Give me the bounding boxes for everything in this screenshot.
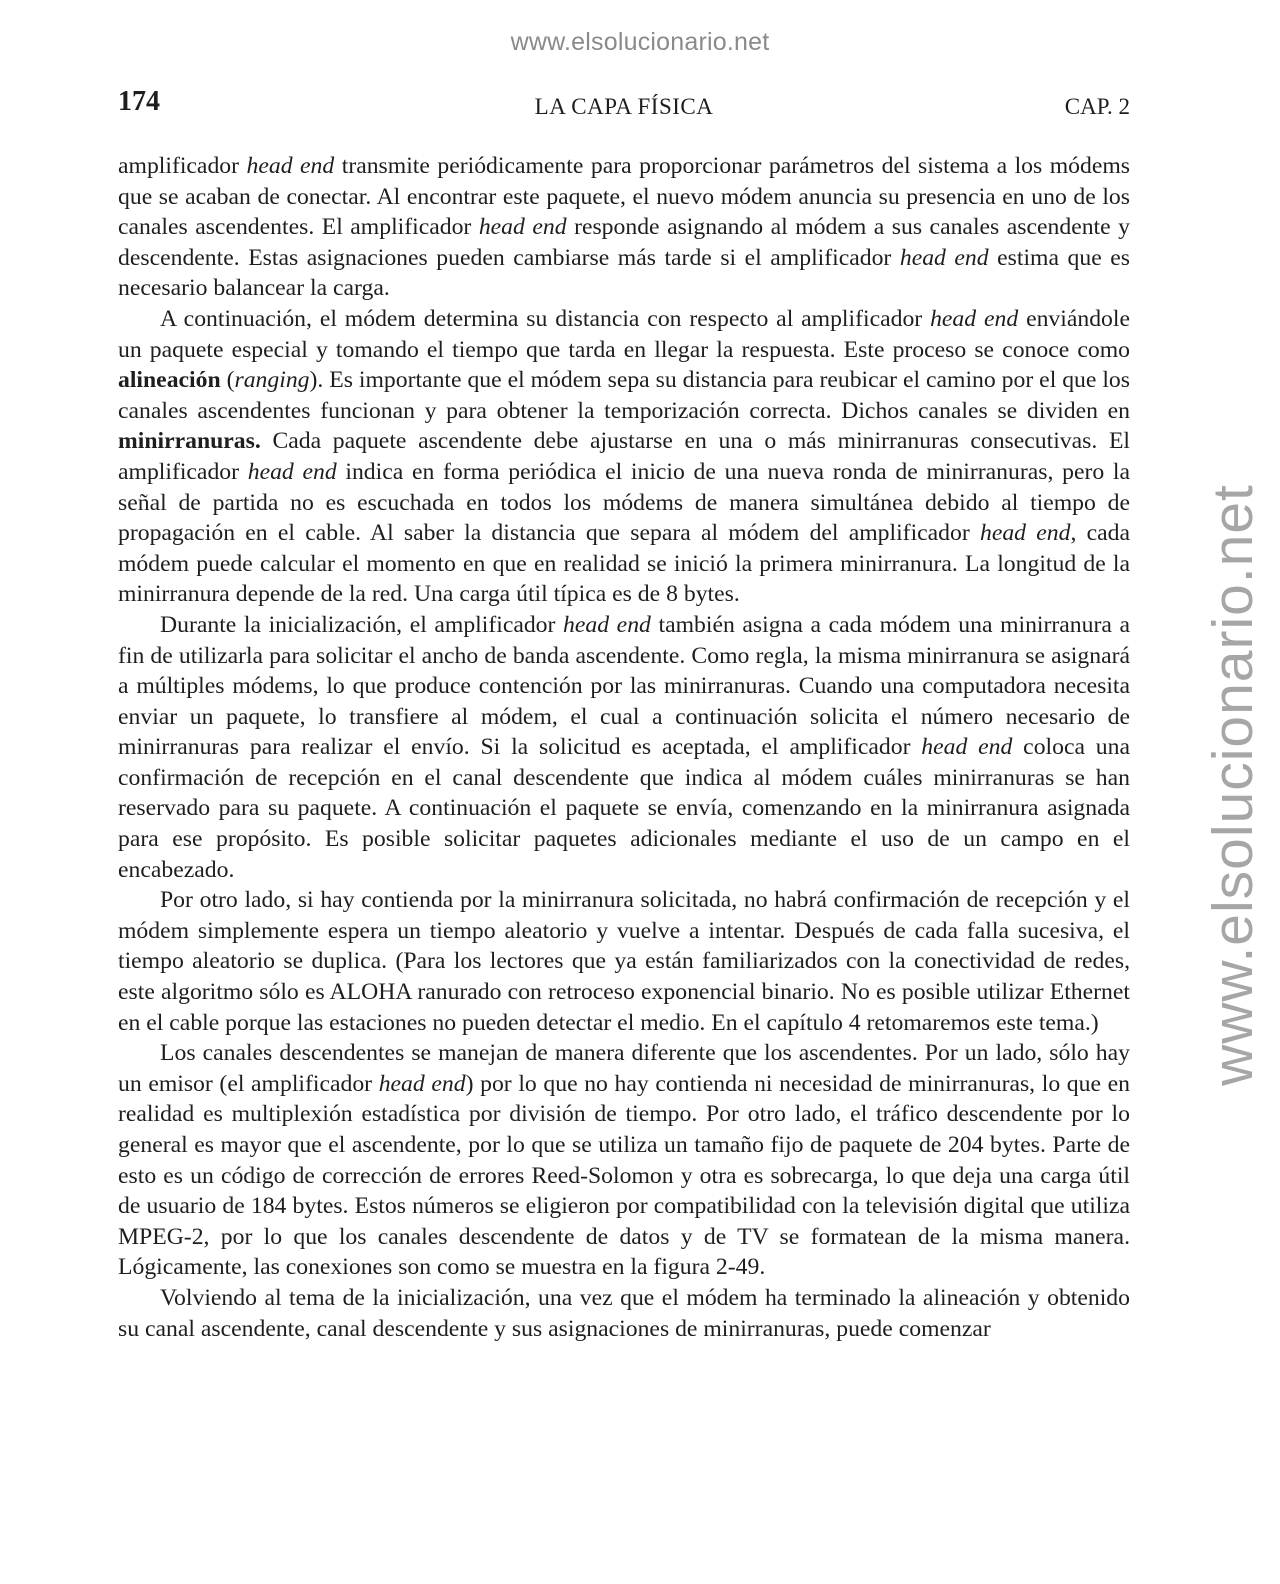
running-head — [118, 86, 1130, 126]
term-head-end: head end — [930, 305, 1019, 332]
page-number: 174 — [118, 86, 160, 117]
term-ranging: ranging — [234, 367, 310, 394]
watermark-url-side: www.elsolucionario.net — [1201, 484, 1265, 1086]
paragraph-2: A continuación, el módem determina su distancia con respecto al amplificador head end enviándole un paquete especial y tomando el tiempo que tarda en llegar la respuesta. Este proceso se conoce como alineación (ranging). Es importante que el módem sepa su distancia para reubicar el camino por el que los canales ascendentes funcionan y para obtener la temporización correcta. Dichos canales se dividen en minirranuras. Cada paquete ascendente debe ajustarse en una o más minirranuras consecutivas. El amplificador head end indica en forma periódica el inicio de una nueva ronda de minirranuras, pero la señal de partida no es escuchada en todos los módems de manera simultánea debido al tiempo de propagación en el cable. Al saber la distancia que separa al módem del amplificador head end, cada módem puede calcular el momento en que en realidad se inició la primera minirranura. La longitud de la minirranura depende de la red. Una carga útil típica es de 8 bytes. — [118, 305, 1130, 608]
chapter-title: LA CAPA FÍSICA — [534, 94, 714, 119]
paragraph-4: Por otro lado, si hay contienda por la minirranura solicitada, no habrá confirmación de recepción y el módem simplemente espera un tiempo aleatorio y vuelve a intentar. Después de cada falla sucesiva, el tiempo aleatorio se duplica. (Para los lectores que ya están familiarizados con la conectividad de redes, este algoritmo sólo es ALOHA ranurado con retroceso exponencial binario. No es posible utilizar Ethernet en el cable porque las estaciones no pueden detectar el medio. En el capítulo 4 retomaremos este tema.) — [118, 887, 1130, 1036]
term-head-end: head end — [478, 214, 567, 241]
term-alineacion: alineación — [118, 367, 221, 394]
term-head-end: head end — [899, 244, 989, 271]
paragraph-3: Durante la inicialización, el amplificador head end también asigna a cada módem una minirranura a fin de utilizarla para solicitar el ancho de banda ascendente. Como regla, la misma minirranura se asignará a múltiples módems, lo que produce contención por las minirranuras. Cuando una computadora necesita enviar un paquete, lo transfiere al módem, el cual a continuación solicita el número necesario de minirranuras para realizar el envío. Si la solicitud es aceptada, el amplificador head end coloca una confirmación de recepción en el canal descendente que indica al módem cuáles minirranuras se han reservado para su paquete. A continuación el paquete se envía, comenzando en la minirranura asignada para ese propósito. Es posible solicitar paquetes adicionales mediante el uso de un campo en el encabezado. — [118, 611, 1131, 883]
watermark-url-top: www.elsolucionario.net — [510, 28, 770, 56]
term-head-end: head end — [921, 734, 1013, 761]
term-head-end: head end — [378, 1070, 466, 1097]
term-head-end: head end — [247, 458, 337, 485]
paragraph-5: Los canales descendentes se manejan de manera diferente que los ascendentes. Por un lado, sólo hay un emisor (el amplificador head end) por lo que no hay contienda ni necesidad de minirranuras, lo que en realidad es multiplexión estadística por división de tiempo. Por otro lado, el tráfico descendente por lo general es mayor que el ascendente, por lo que se utiliza un tamaño fijo de paquete de 204 bytes. Parte de esto es un código de corrección de errores Reed-Solomon y otra es sobrecarga, lo que deja una carga útil de usuario de 184 bytes. Estos números se eligieron por compatibilidad con la televisión digital que utiliza MPEG-2, por lo que los canales descendente de datos y de TV se formatean de la misma manera. Lógicamente, las conexiones son como se muestra en la figura 2-49. — [118, 1040, 1130, 1281]
paragraph-1: amplificador head end transmite periódicamente para proporcionar parámetros del sistema a los módems que se acaban de conectar. Al encontrar este paquete, el nuevo módem anuncia su presencia en uno de los canales ascendentes. El amplificador head end responde asignando al módem a sus canales ascendente y descendente. Estas asignaciones pueden cambiarse más tarde si el amplificador head end estima que es necesario balancear la carga. — [118, 153, 1130, 302]
term-head-end: head end — [979, 520, 1071, 547]
chapter-ref: CAP. 2 — [1064, 94, 1130, 119]
paragraph-6: Volviendo al tema de la inicialización, una vez que el módem ha terminado la alineación y obtenido su canal ascendente, canal descendente y sus asignaciones de minirranuras, puede comenzar — [118, 1284, 1130, 1342]
term-minirranuras: minirranuras. — [118, 428, 261, 455]
term-head-end: head end — [246, 153, 335, 179]
body-text — [118, 151, 1130, 1344]
term-head-end: head end — [563, 611, 651, 638]
